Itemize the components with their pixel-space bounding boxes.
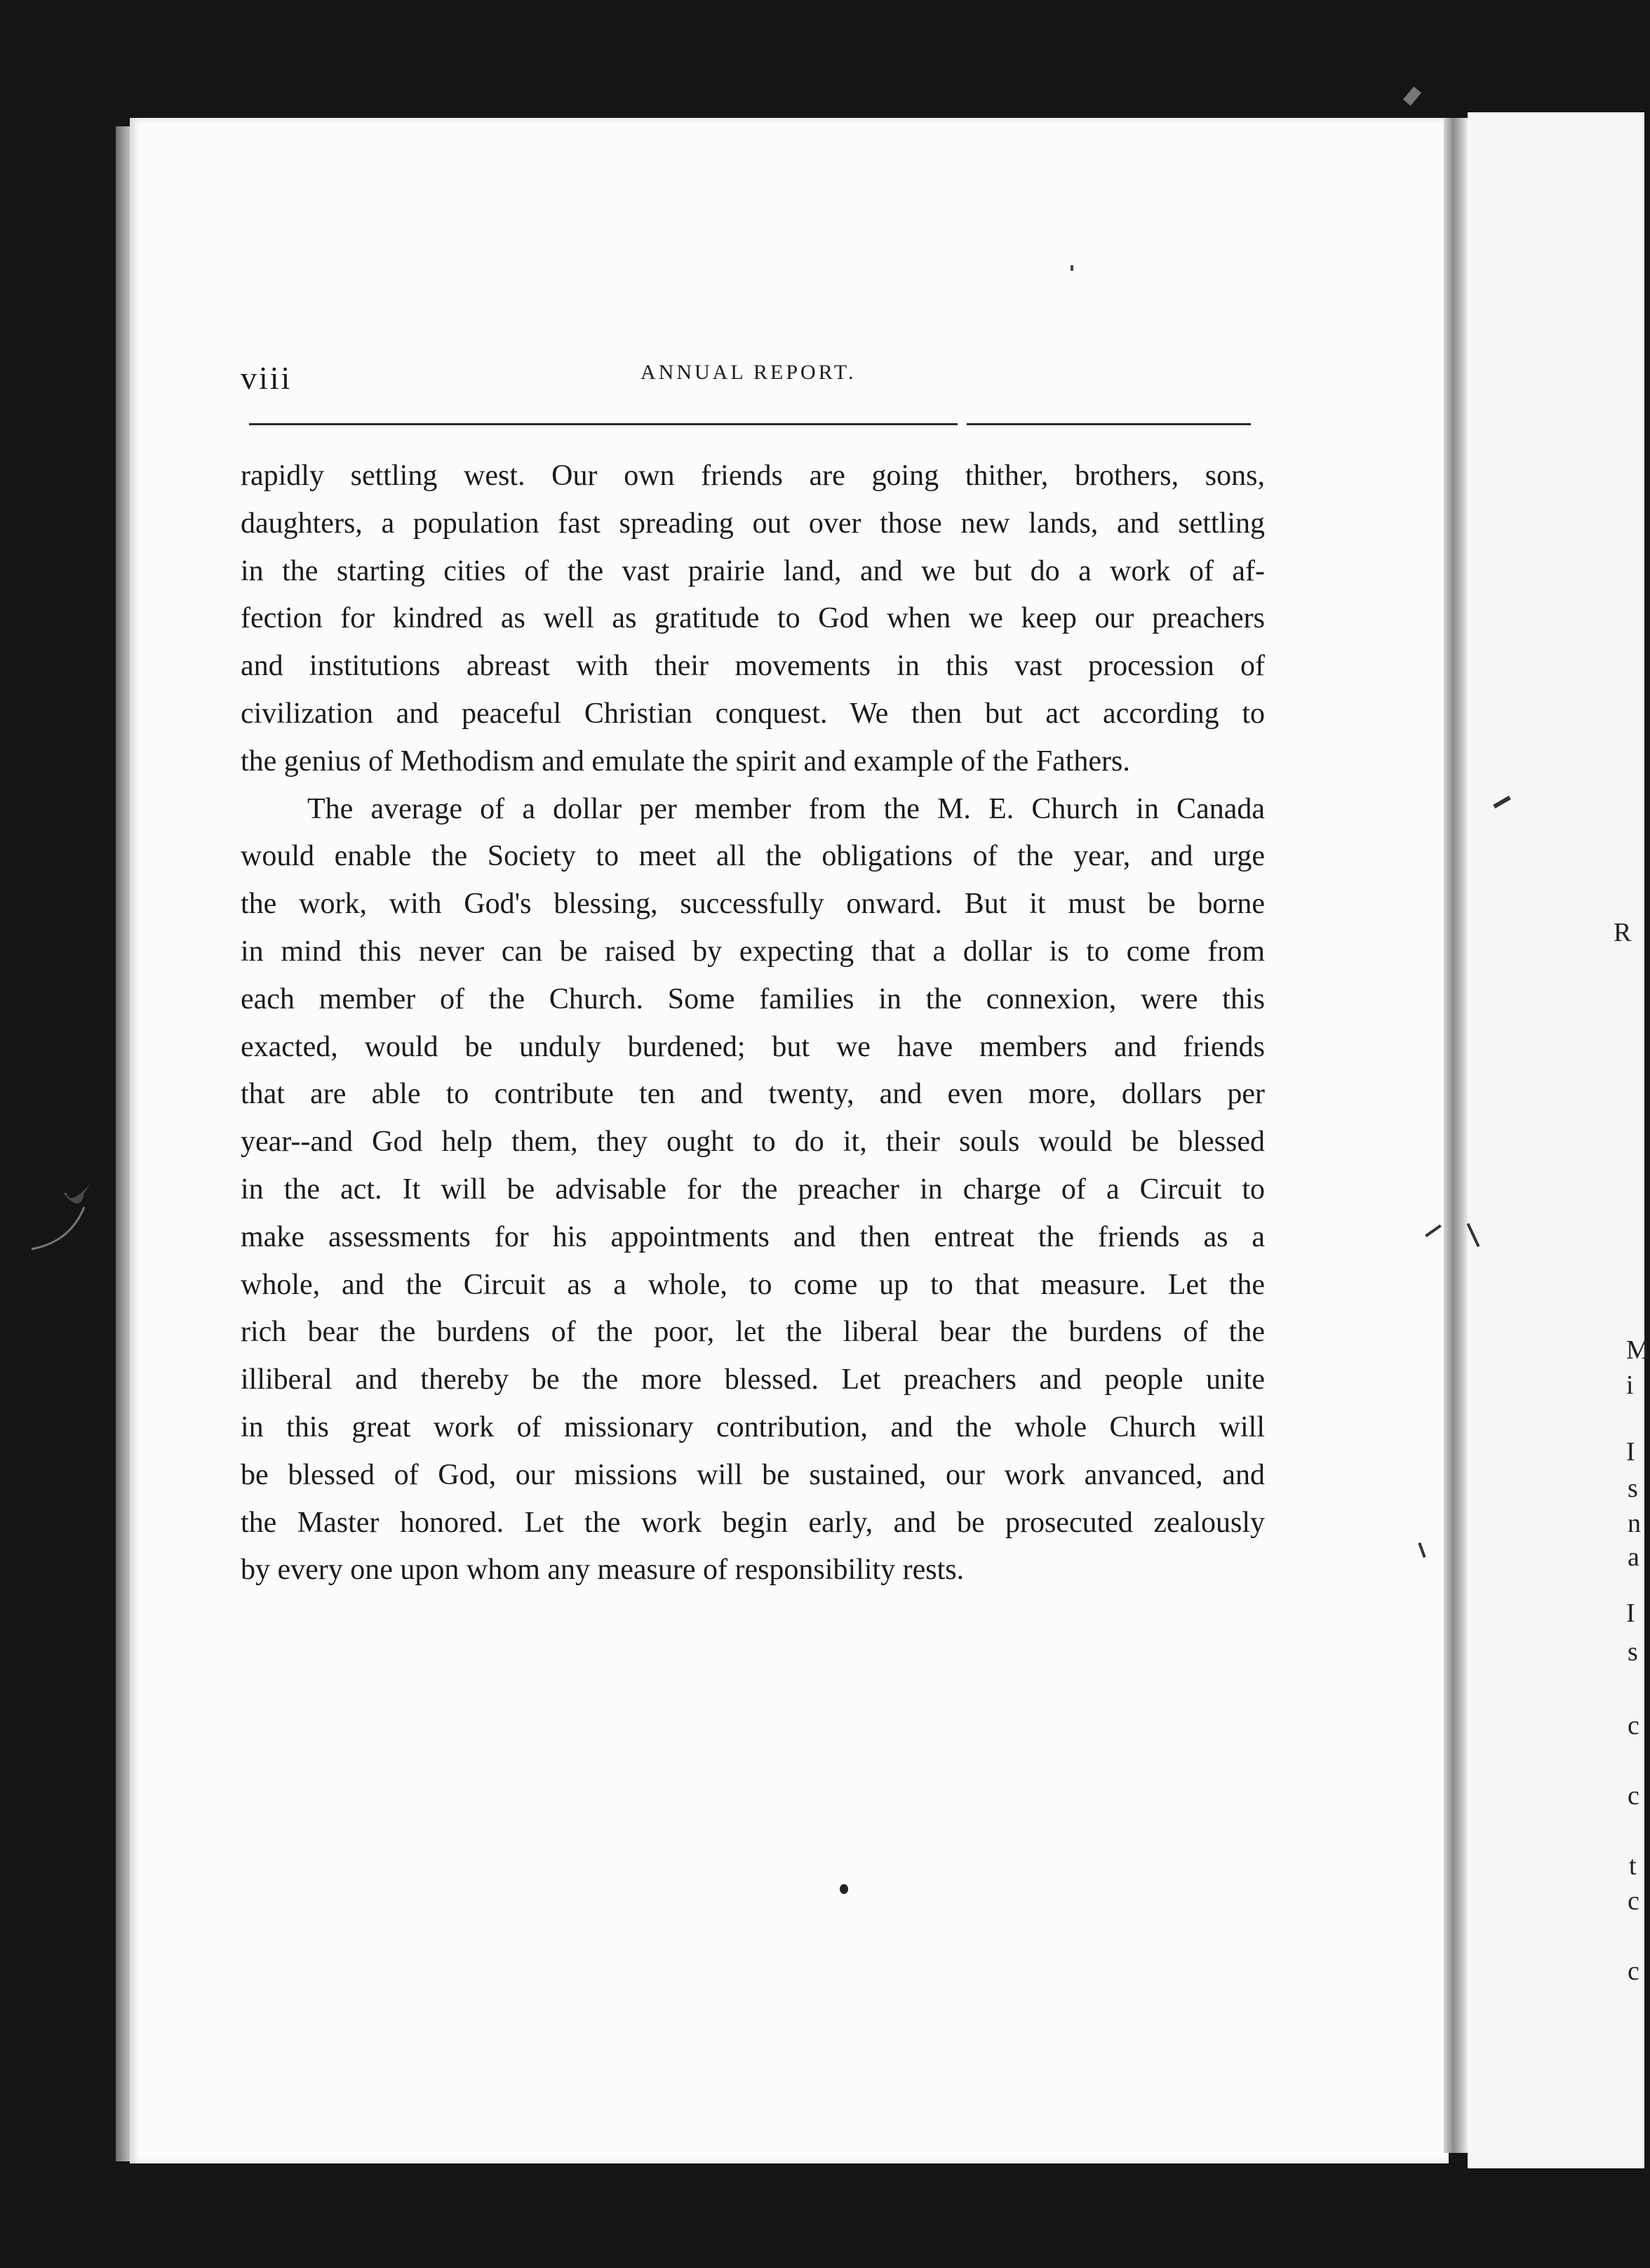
text-line: rapidly settling west. Our own friends are going thither, brothers, sons, <box>241 460 1265 492</box>
header-rule-right <box>967 423 1251 425</box>
facing-page-fragment: s <box>1628 1474 1638 1503</box>
text-line: the work, with God's blessing, successfully onward. But it must be borne <box>241 888 1265 921</box>
page-number: viii <box>241 360 293 396</box>
facing-page-fragment: t <box>1629 1851 1637 1881</box>
text-line: in this great work of missionary contribution, and the whole Church will <box>241 1410 1265 1443</box>
facing-page-fragment: a <box>1628 1542 1639 1572</box>
text-line: would enable the Society to meet all the obligations of the year, and urge <box>241 840 1265 873</box>
running-head: ANNUAL REPORT. <box>640 361 857 384</box>
text-line: fection for kindred as well as gratitude to God when we keep our preachers <box>241 602 1265 635</box>
ink-speck <box>840 1884 848 1894</box>
text-line: in the starting cities of the vast prairie land, and we but do a work of af- <box>241 554 1265 587</box>
text-line: exacted, would be unduly burdened; but we have members and friends <box>241 1030 1265 1063</box>
text-line: rich bear the burdens of the poor, let the liberal bear the burdens of the <box>241 1316 1265 1349</box>
facing-page-fragment: n <box>1628 1509 1641 1538</box>
facing-page-fragment: R <box>1614 918 1632 947</box>
facing-page-fragment: s <box>1628 1637 1638 1667</box>
text-line: the genius of Methodism and emulate the spirit and example of the Fathers. <box>241 745 1130 778</box>
text-line: the Master honored. Let the work begin early, and be prosecuted zealously <box>241 1506 1265 1539</box>
page-header <box>241 359 1258 401</box>
text-line: year--and God help them, they ought to do it, their souls would be blessed <box>241 1126 1265 1159</box>
facing-page <box>1468 112 1644 2168</box>
paragraph-2 <box>241 786 1265 1595</box>
facing-page-fragment: I <box>1626 1437 1635 1467</box>
book-gutter <box>1444 118 1468 2153</box>
text-line: make assessments for his appointments and then entreat the friends as a <box>241 1220 1265 1253</box>
text-line: be blessed of God, our missions will be sustained, our work anvanced, and <box>241 1458 1265 1491</box>
text-line: whole, and the Circuit as a whole, to come up to that measure. Let the <box>241 1268 1265 1301</box>
text-line: in mind this never can be raised by expecting that a dollar is to come from <box>241 935 1265 968</box>
text-line: The average of a dollar per member from the M. E. Church in Canada <box>307 792 1265 825</box>
facing-page-fragment: c <box>1628 1886 1639 1916</box>
text-line: by every one upon whom any measure of responsibility rests. <box>241 1554 965 1587</box>
header-rule-left <box>249 423 958 425</box>
text-line: and institutions abreast with their movements in this vast procession of <box>241 650 1265 683</box>
text-line: daughters, a population fast spreading out over those new lands, and settling <box>241 507 1265 540</box>
text-line: in the act. It will be advisable for the preacher in charge of a Circuit to <box>241 1173 1265 1206</box>
body-text <box>241 453 1265 1594</box>
facing-page-fragment: i <box>1626 1370 1634 1400</box>
text-line: illiberal and thereby be the more blessed. Let preachers and people unite <box>241 1363 1265 1396</box>
facing-page-fragment: I <box>1626 1599 1635 1628</box>
facing-page-fragment: M <box>1626 1335 1650 1365</box>
text-line: civilization and peaceful Christian conquest. We then but act according to <box>241 697 1265 730</box>
facing-page-fragment: c <box>1628 1711 1639 1740</box>
text-line: that are able to contribute ten and twenty, and even more, dollars per <box>241 1078 1265 1111</box>
ink-speck <box>1071 265 1073 271</box>
facing-page-fragment: c <box>1628 1781 1639 1810</box>
text-line: each member of the Church. Some families in the connexion, were this <box>241 982 1265 1015</box>
paragraph-1 <box>241 453 1265 786</box>
facing-page-fragment: c <box>1628 1956 1639 1986</box>
